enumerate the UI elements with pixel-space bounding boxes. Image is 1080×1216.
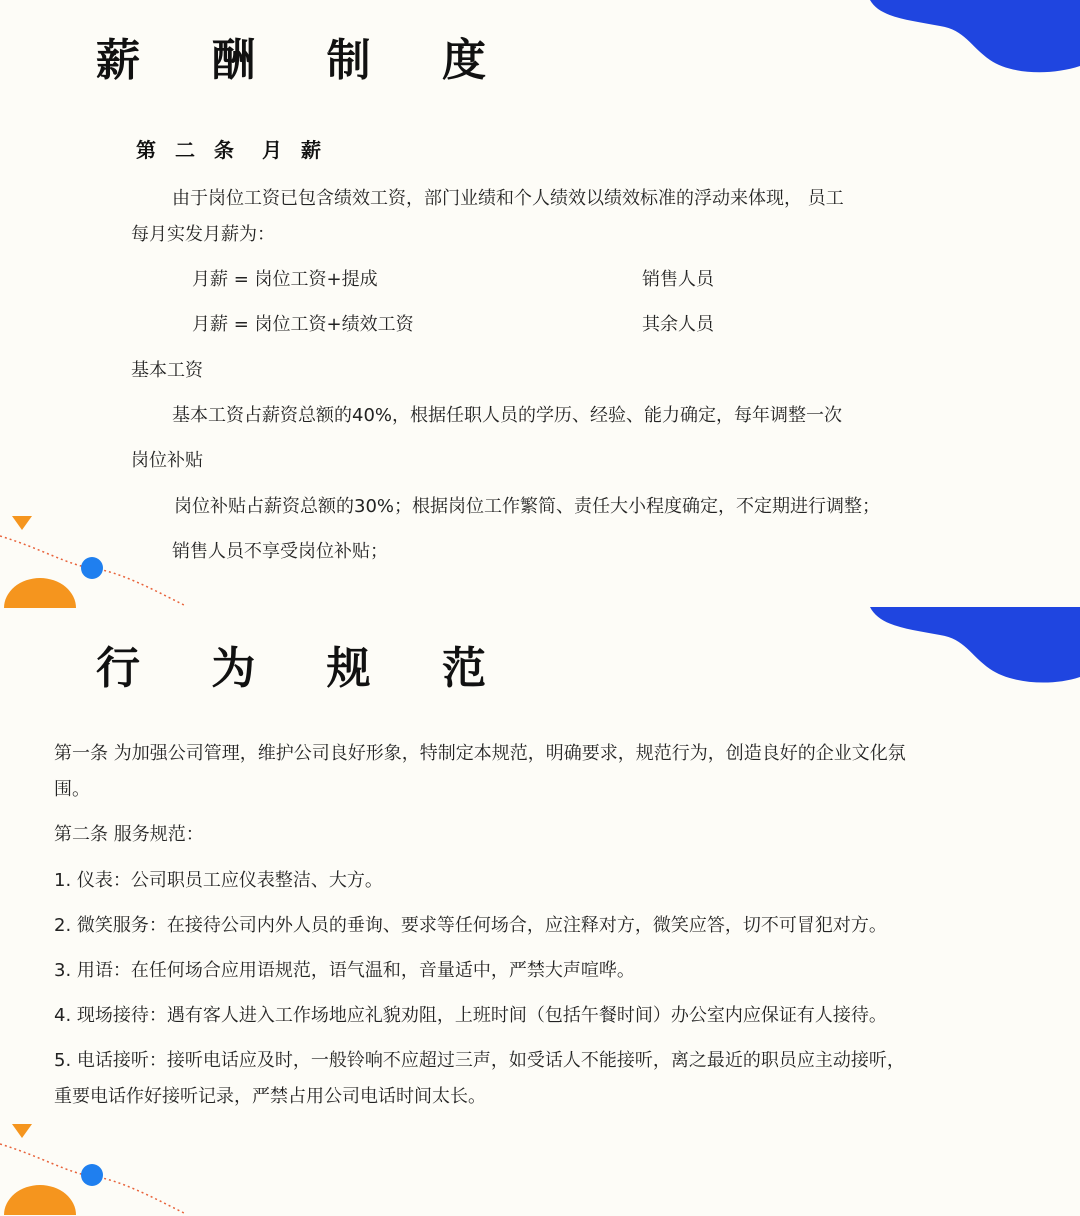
allowance-text-1: 岗位补贴占薪资总额的30%；根据岗位工作繁简、责任大小程度确定，不定期进行调整； [174, 496, 881, 517]
section-title-salary: 薪 酬 制 度 [96, 35, 514, 86]
base-salary-text: 基本工资占薪资总额的40%，根据任职人员的学历、经验、能力确定，每年调整一次 [172, 405, 843, 426]
blue-blob-decoration-top [870, 0, 1080, 75]
list-item: 2. 微笑服务：在接待公司内外人员的垂询、要求等任何场合，应注释对方，微笑应答，切不可冒犯对方。 [54, 915, 887, 936]
role-others: 其余人员 [642, 314, 714, 335]
list-item: 5. 电话接听：接听电话应及时，一般铃响不应超过三声，如受话人不能接听，离之最近的职员应主动接听， [54, 1050, 905, 1071]
formula-sales: 月薪 = 岗位工资+提成 [192, 269, 378, 290]
article-name: 月 薪 [262, 138, 327, 162]
blue-dot-decoration [80, 556, 104, 580]
intro-line-1: 由于岗位工资已包含绩效工资，部门业绩和个人绩效以绩效标准的浮动来体现， 员工 [172, 188, 844, 209]
list-item: 1. 仪表：公司职员工应仪表整洁、大方。 [54, 870, 383, 891]
orange-semicircle-decoration [4, 578, 76, 608]
list-item: 3. 用语：在任何场合应用语规范，语气温和，音量适中，严禁大声喧哗。 [54, 960, 635, 981]
allowance-text-2: 销售人员不享受岗位补贴； [172, 541, 388, 562]
base-salary-heading: 基本工资 [131, 360, 203, 381]
section-title-conduct: 行 为 规 范 [96, 643, 514, 694]
formula-others: 月薪 = 岗位工资+绩效工资 [192, 314, 414, 335]
orange-semicircle-decoration-bottom [4, 1185, 76, 1215]
list-item-continuation: 重要电话作好接听记录，严禁占用公司电话时间太长。 [54, 1086, 486, 1107]
intro-line-2: 每月实发月薪为： [131, 224, 275, 245]
blue-dot-decoration-bottom [80, 1163, 104, 1187]
article-1-line-1: 第一条 为加强公司管理，维护公司良好形象，特制定本规范，明确要求，规范行为，创造良好的企业文化氛 [54, 743, 906, 764]
role-sales: 销售人员 [642, 269, 714, 290]
article-label: 第 二 条 [136, 138, 240, 162]
article-1-line-2: 围。 [54, 779, 90, 800]
blue-blob-decoration-middle [870, 607, 1080, 682]
article-2-heading: 第二条 服务规范： [54, 824, 204, 845]
list-item: 4. 现场接待：遇有客人进入工作场地应礼貌劝阻，上班时间（包括午餐时间）办公室内应保证有人接待。 [54, 1005, 887, 1026]
allowance-heading: 岗位补贴 [131, 450, 203, 471]
